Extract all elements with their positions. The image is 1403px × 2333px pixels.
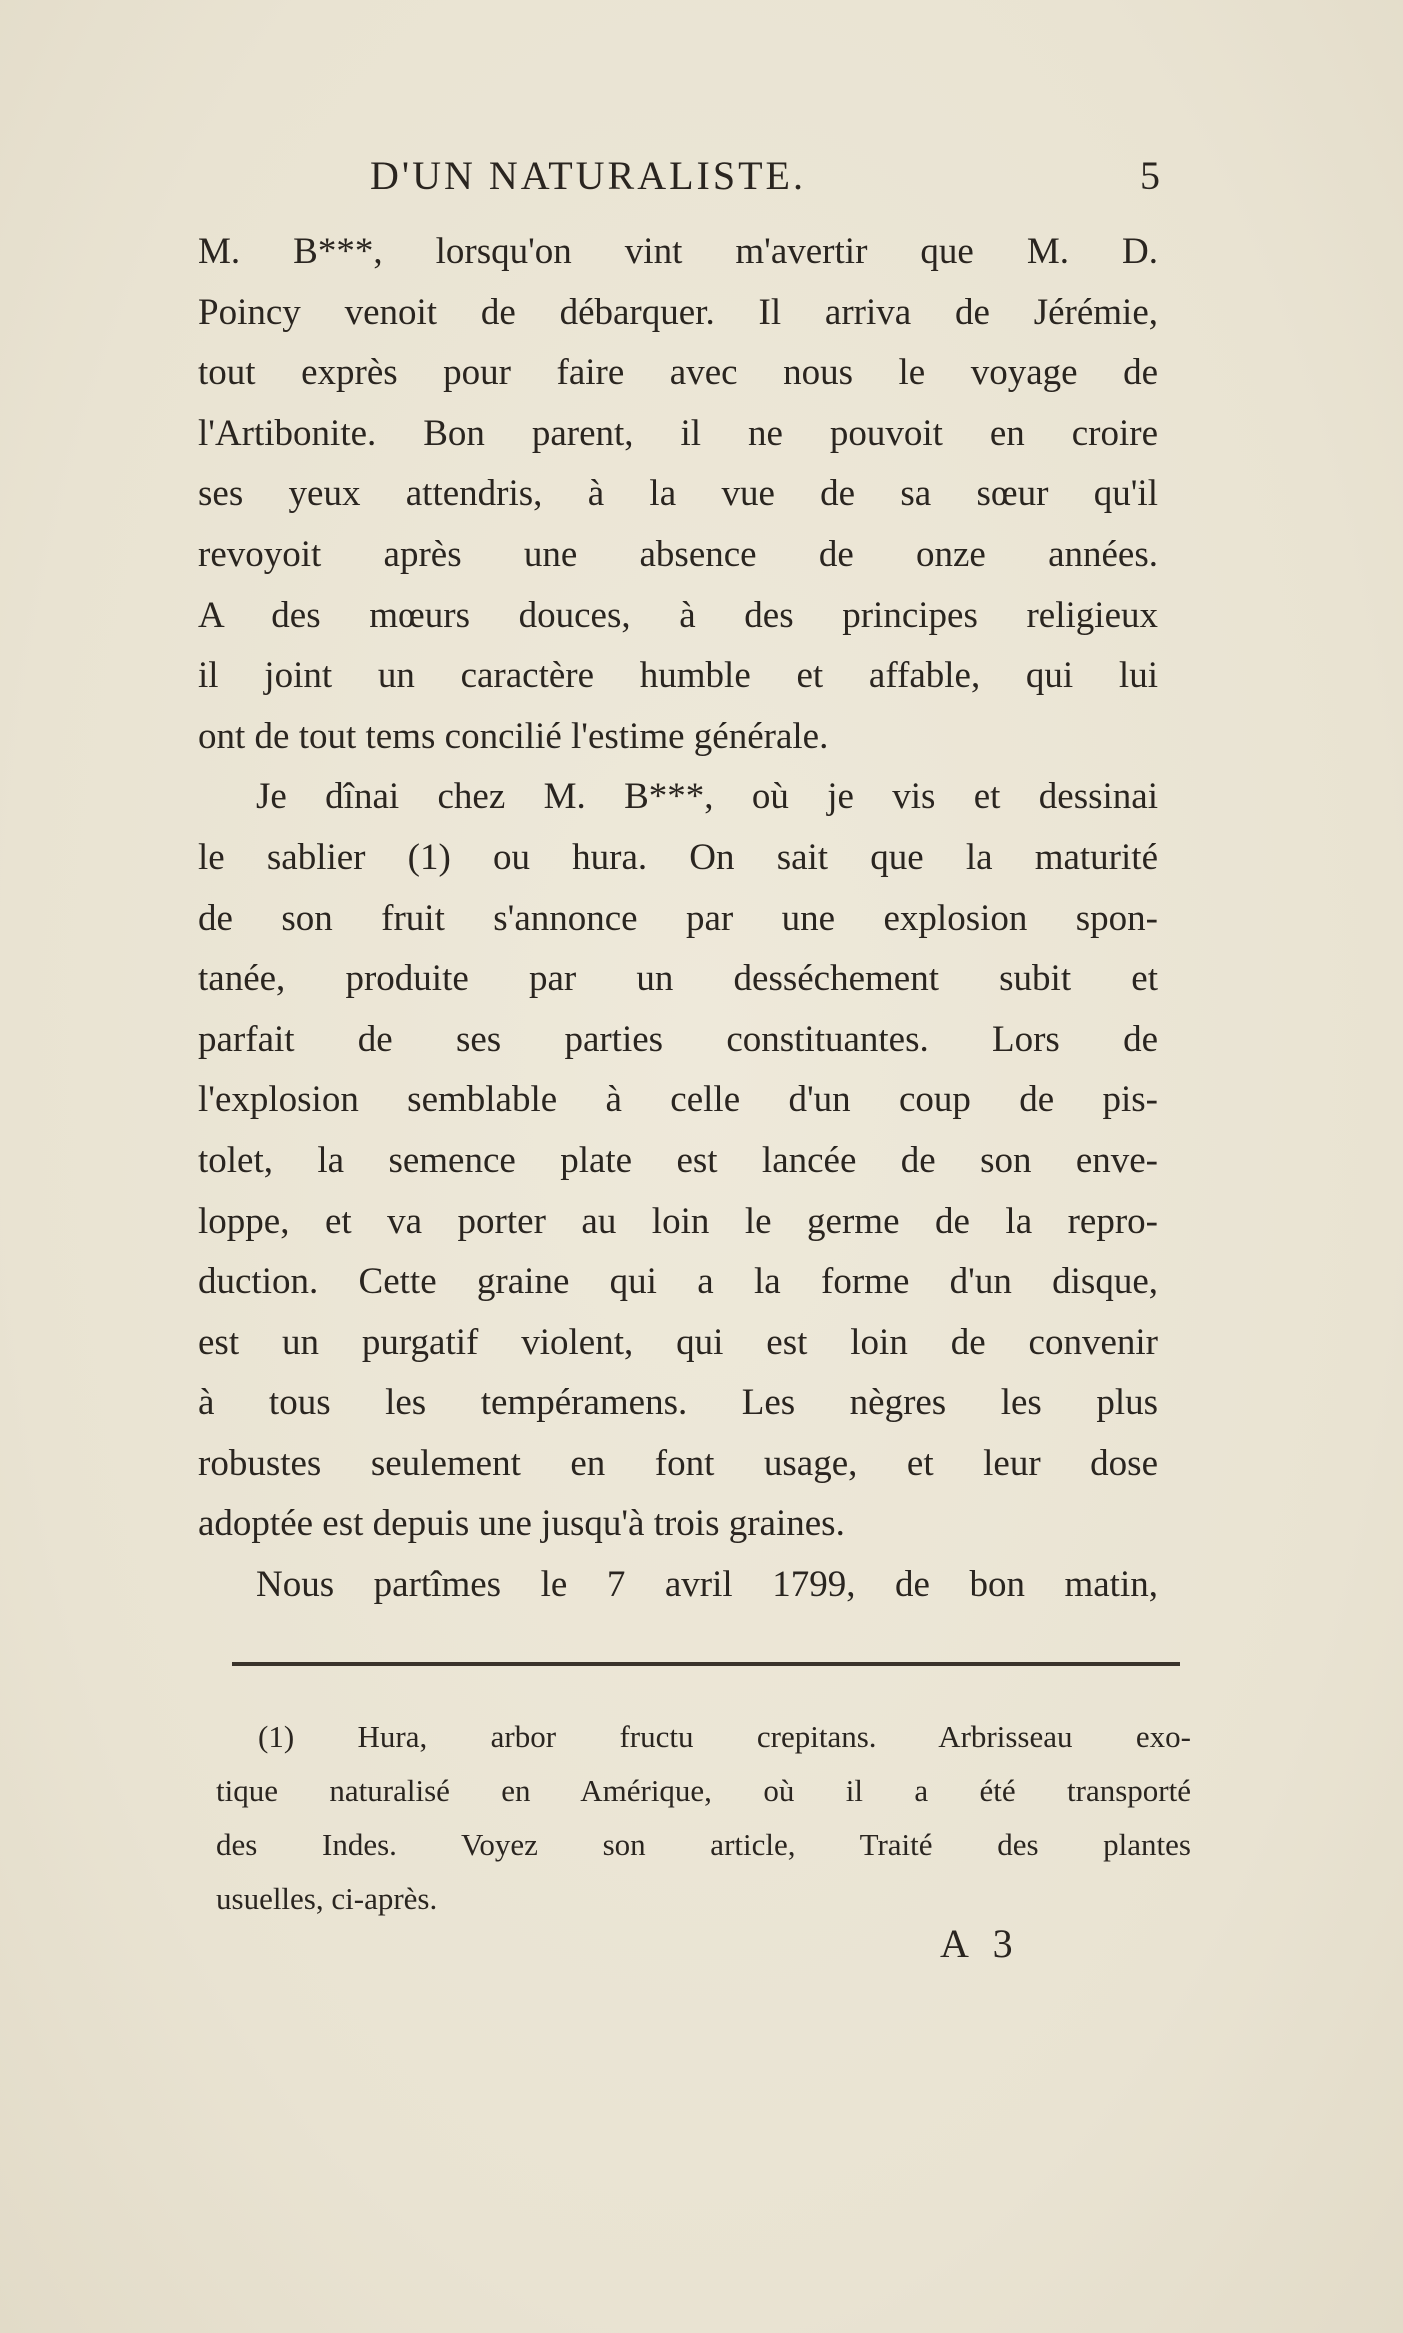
text-line: l'explosion semblable à celle d'un coup de pis- (198, 1079, 1158, 1121)
text-line: est un purgatif violent, qui est loin de convenir (198, 1321, 1158, 1363)
running-title: D'UN NATURALISTE. (370, 153, 806, 198)
page-number: 5 (1140, 153, 1160, 198)
text-line: Nous partîmes le 7 avril 1799, de bon matin, (256, 1564, 1158, 1606)
text-line: Poincy venoit de débarquer. Il arriva de Jérémie, (198, 291, 1158, 333)
text-line: duction. Cette graine qui a la forme d'un disque, (198, 1261, 1158, 1303)
signature-mark: A 3 (940, 1921, 1021, 1966)
footnote-line: des Indes. Voyez son article, Traité des plantes (216, 1827, 1191, 1862)
footnote-line: usuelles, ci-après. (216, 1881, 438, 1916)
text-line: ont de tout tems concilié l'estime générale. (198, 715, 829, 757)
page-header (370, 152, 1160, 202)
footnote-line: (1) Hura, arbor fructu crepitans. Arbrisseau exo- (258, 1719, 1191, 1754)
text-line: parfait de ses parties constituantes. Lors de (198, 1018, 1158, 1060)
text-line: revoyoit après une absence de onze années. (198, 533, 1158, 575)
text-line: adoptée est depuis une jusqu'à trois graines. (198, 1503, 845, 1545)
footnote-line: tique naturalisé en Amérique, où il a été transporté (216, 1773, 1191, 1808)
text-line: M. B***, lorsqu'on vint m'avertir que M. D. (198, 231, 1158, 272)
body-text (198, 222, 1158, 1616)
text-line: il joint un caractère humble et affable, qui lui (198, 655, 1158, 697)
text-line: le sablier (1) ou hura. On sait que la maturité (198, 836, 1158, 878)
text-line: A des mœurs douces, à des principes religieux (198, 594, 1158, 636)
footnote-divider (232, 1662, 1180, 1666)
text-line: l'Artibonite. Bon parent, il ne pouvoit en croire (198, 412, 1158, 454)
text-line: Je dînai chez M. B***, où je vis et dessinai (256, 776, 1158, 818)
text-line: tout exprès pour faire avec nous le voyage de (198, 352, 1158, 394)
text-line: à tous les tempéramens. Les nègres les plus (198, 1382, 1158, 1424)
text-line: tanée, produite par un desséchement subit et (198, 958, 1158, 1000)
text-line: ses yeux attendris, à la vue de sa sœur qu'il (198, 473, 1158, 515)
text-line: de son fruit s'annonce par une explosion spon- (198, 897, 1158, 939)
text-line: robustes seulement en font usage, et leur dose (198, 1442, 1158, 1484)
text-line: tolet, la semence plate est lancée de son enve- (198, 1139, 1158, 1181)
text-line: loppe, et va porter au loin le germe de la repro- (198, 1200, 1158, 1242)
footnote (216, 1710, 1191, 1926)
